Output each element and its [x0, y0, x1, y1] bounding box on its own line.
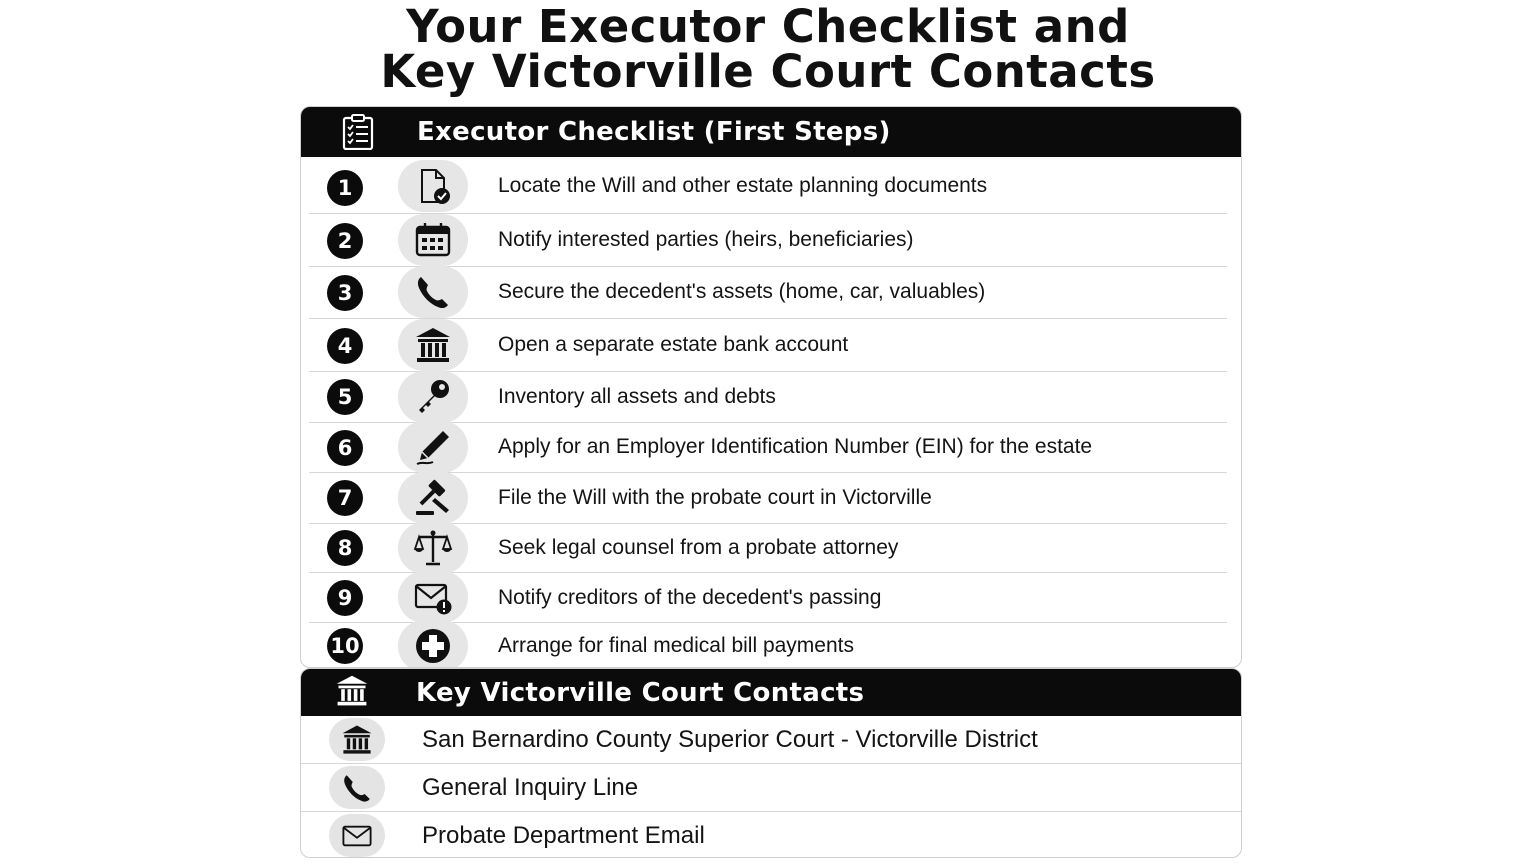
contacts-title: Key Victorville Court Contacts [416, 677, 865, 708]
step-icon-badge [398, 472, 468, 524]
checklist-item [309, 622, 1227, 668]
checklist-item [309, 371, 1227, 423]
step-icon-badge [398, 371, 468, 423]
step-icon-badge [398, 214, 468, 266]
calendar-icon [413, 220, 453, 260]
step-icon-badge [398, 421, 468, 473]
clipboard-checklist-icon [339, 114, 377, 150]
contact-label: General Inquiry Line [422, 774, 639, 801]
step-icon-badge [398, 266, 468, 318]
executor-checklist-panel [300, 106, 1242, 668]
contact-label: Probate Department Email [422, 822, 705, 849]
courthouse-icon [340, 723, 374, 757]
checklist-title: Executor Checklist (First Steps) [417, 117, 891, 147]
contact-row [301, 764, 1241, 812]
step-number: 10 [327, 628, 363, 664]
checklist-item [309, 523, 1227, 573]
step-label: Arrange for final medical bill payments [498, 634, 854, 657]
contacts-header [301, 669, 1241, 716]
checklist-item [309, 422, 1227, 473]
step-number: 4 [327, 328, 363, 364]
step-number: 8 [327, 530, 363, 566]
contact-row [301, 716, 1241, 764]
step-number: 9 [327, 580, 363, 616]
contact-icon-badge [329, 718, 385, 761]
step-number: 6 [327, 430, 363, 466]
pen-icon [413, 427, 453, 467]
title-line-1: Your Executor Checklist and [406, 0, 1130, 53]
gavel-icon [413, 478, 453, 518]
step-icon-badge [398, 522, 468, 574]
step-icon-badge [398, 620, 468, 668]
step-label: Notify interested parties (heirs, beneficiaries) [498, 228, 914, 251]
courthouse-icon [333, 673, 371, 709]
step-label: File the Will with the probate court in Victorville [498, 486, 932, 509]
checklist-item [309, 572, 1227, 623]
contact-icon-badge [329, 766, 385, 809]
contact-label: San Bernardino County Superior Court - Victorville District [422, 726, 1038, 753]
contact-icon-badge [329, 814, 385, 857]
phone-icon [340, 771, 374, 805]
step-number: 5 [327, 379, 363, 415]
envelope-alert-icon [413, 577, 453, 617]
key-icon [413, 377, 453, 417]
step-label: Open a separate estate bank account [498, 333, 849, 356]
checklist-header [301, 107, 1241, 157]
scales-icon [413, 528, 453, 568]
step-number: 2 [327, 223, 363, 259]
step-label: Inventory all assets and debts [498, 385, 776, 408]
title-line-2: Key Victorville Court Contacts [380, 45, 1156, 98]
medical-cross-icon [413, 626, 453, 666]
step-icon-badge [398, 319, 468, 371]
step-number: 7 [327, 480, 363, 516]
checklist-item [309, 318, 1227, 372]
envelope-icon [340, 819, 374, 853]
contact-row [301, 812, 1241, 858]
document-check-icon [413, 166, 453, 206]
checklist-item [309, 472, 1227, 524]
court-contacts-panel [300, 668, 1242, 858]
bank-icon [413, 325, 453, 365]
step-label: Seek legal counsel from a probate attorney [498, 536, 899, 559]
contacts-list [301, 716, 1241, 858]
step-icon-badge [398, 571, 468, 623]
step-number: 1 [327, 170, 363, 206]
page-title [0, 0, 1536, 98]
checklist-item [309, 266, 1227, 319]
phone-icon [413, 272, 453, 312]
checklist-item [309, 213, 1227, 267]
step-label: Secure the decedent's assets (home, car, valuables) [498, 280, 986, 303]
step-label: Apply for an Employer Identification Number (EIN) for the estate [498, 435, 1093, 458]
step-label: Notify creditors of the decedent's passing [498, 586, 882, 609]
step-icon-badge [398, 160, 468, 212]
checklist-item [309, 157, 1227, 214]
step-label: Locate the Will and other estate planning documents [498, 174, 988, 197]
step-number: 3 [327, 275, 363, 311]
